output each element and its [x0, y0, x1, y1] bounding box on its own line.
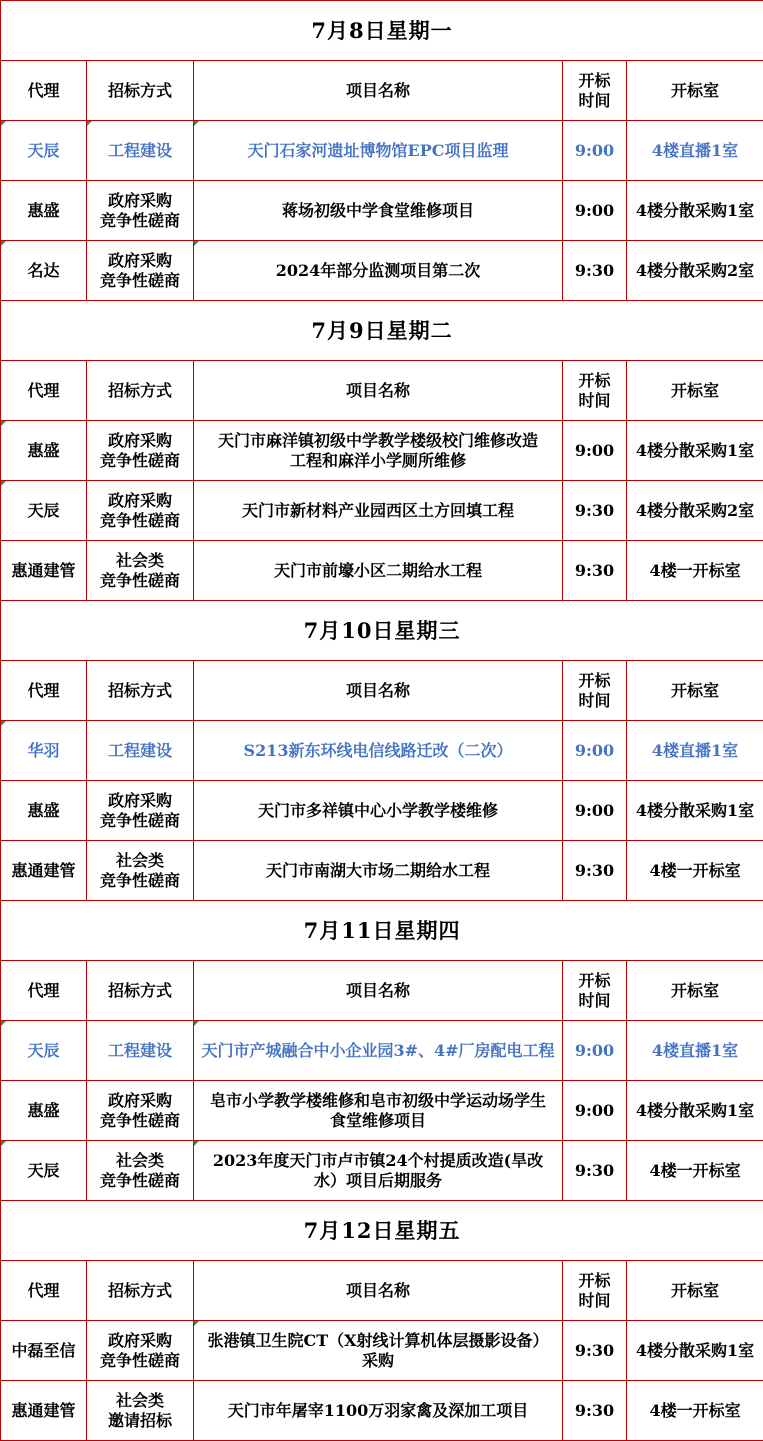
project-cell: [194, 1081, 563, 1141]
agent-cell: 华羽: [1, 721, 87, 781]
table-row: [1, 781, 763, 841]
time-cell: 9:00: [563, 1081, 627, 1141]
time-cell: 9:00: [563, 721, 627, 781]
time-cell: 9:00: [563, 121, 627, 181]
agent-cell: 惠盛: [1, 1081, 87, 1141]
header-agent: 代理: [1, 361, 87, 421]
header-time: [563, 361, 627, 421]
project-cell: [194, 421, 563, 481]
agent-cell: 天辰: [1, 121, 87, 181]
method-line: 工程建设: [107, 740, 172, 760]
project-line: 天门市麻洋镇初级中学教学楼级校门维修改造: [217, 430, 538, 450]
header-project: 项目名称: [194, 361, 563, 421]
header-room: 开标室: [627, 961, 763, 1021]
header-room: 开标室: [627, 1261, 763, 1321]
room-cell: 4楼分散采购1室: [627, 421, 763, 481]
header-agent: 代理: [1, 1261, 87, 1321]
method-line: 政府采购: [107, 430, 172, 450]
agent-cell: 惠通建管: [1, 1381, 87, 1441]
method-line: 政府采购: [107, 250, 172, 270]
method-line: 社会类: [115, 1150, 164, 1170]
header-project: 项目名称: [194, 61, 563, 121]
header-room: 开标室: [627, 61, 763, 121]
room-cell: 4楼一开标室: [627, 541, 763, 601]
room-cell: 4楼一开标室: [627, 841, 763, 901]
time-cell: 9:00: [563, 781, 627, 841]
method-line: 工程建设: [107, 1040, 172, 1060]
room-cell: 4楼一开标室: [627, 1381, 763, 1441]
time-cell: 9:00: [563, 181, 627, 241]
table-row: [1, 181, 763, 241]
column-header-row: [1, 961, 763, 1021]
header-method: 招标方式: [87, 61, 194, 121]
day-title-row: [1, 1201, 763, 1261]
project-cell: [194, 1321, 563, 1381]
method-line: 竞争性磋商: [99, 870, 180, 890]
header-method: 招标方式: [87, 361, 194, 421]
day-title-row: [1, 601, 763, 661]
project-cell: [194, 541, 563, 601]
header-time-line: 开标: [578, 970, 611, 990]
method-line: 竞争性磋商: [99, 450, 180, 470]
room-cell: 4楼直播1室: [627, 721, 763, 781]
project-cell: [194, 1381, 563, 1441]
table-row: [1, 841, 763, 901]
project-line: 水）项目后期服务: [313, 1170, 442, 1190]
method-cell: [87, 781, 194, 841]
time-cell: 9:30: [563, 481, 627, 541]
project-line: 天门市年屠宰1100万羽家禽及深加工项目: [227, 1400, 529, 1420]
agent-cell: 中磊至信: [1, 1321, 87, 1381]
method-line: 邀请招标: [107, 1410, 172, 1430]
method-line: 政府采购: [107, 490, 172, 510]
room-cell: 4楼分散采购1室: [627, 781, 763, 841]
time-cell: 9:00: [563, 1021, 627, 1081]
project-line: 皂市小学教学楼维修和皂市初级中学运动场学生: [209, 1090, 546, 1110]
agent-cell: 惠盛: [1, 781, 87, 841]
project-line: 食堂维修项目: [329, 1110, 426, 1130]
header-method: 招标方式: [87, 661, 194, 721]
header-time-line: 时间: [578, 990, 611, 1010]
method-cell: [87, 121, 194, 181]
method-cell: [87, 1321, 194, 1381]
method-line: 工程建设: [107, 140, 172, 160]
table-row: [1, 1381, 763, 1441]
time-cell: 9:30: [563, 1321, 627, 1381]
header-project: 项目名称: [194, 1261, 563, 1321]
day-title-row: [1, 901, 763, 961]
method-cell: [87, 541, 194, 601]
header-time: [563, 1261, 627, 1321]
project-cell: [194, 241, 563, 301]
schedule-body: [1, 1, 763, 1441]
project-cell: [194, 481, 563, 541]
method-cell: [87, 1021, 194, 1081]
method-cell: [87, 181, 194, 241]
header-agent: 代理: [1, 661, 87, 721]
time-cell: 9:30: [563, 1141, 627, 1201]
project-cell: [194, 721, 563, 781]
header-project: 项目名称: [194, 661, 563, 721]
table-row: [1, 541, 763, 601]
project-line: 天门市前壕小区二期给水工程: [273, 560, 482, 580]
agent-cell: 惠盛: [1, 181, 87, 241]
table-row: [1, 121, 763, 181]
day-title: 7月11日星期四: [1, 901, 763, 961]
project-cell: [194, 121, 563, 181]
time-cell: 9:30: [563, 541, 627, 601]
header-time: [563, 61, 627, 121]
project-cell: [194, 781, 563, 841]
method-cell: [87, 1381, 194, 1441]
method-line: 竞争性磋商: [99, 810, 180, 830]
header-time-line: 时间: [578, 1290, 611, 1310]
project-cell: [194, 181, 563, 241]
time-cell: 9:00: [563, 421, 627, 481]
agent-cell: 惠盛: [1, 421, 87, 481]
header-time-line: 开标: [578, 670, 611, 690]
agent-cell: 天辰: [1, 481, 87, 541]
method-cell: [87, 1141, 194, 1201]
method-cell: [87, 1081, 194, 1141]
table-row: [1, 721, 763, 781]
header-project: 项目名称: [194, 961, 563, 1021]
project-cell: [194, 1141, 563, 1201]
header-time: [563, 961, 627, 1021]
room-cell: 4楼分散采购1室: [627, 181, 763, 241]
time-cell: 9:30: [563, 1381, 627, 1441]
project-line: 工程和麻洋小学厕所维修: [289, 450, 466, 470]
day-title: 7月9日星期二: [1, 301, 763, 361]
room-cell: 4楼分散采购1室: [627, 1321, 763, 1381]
method-line: 竞争性磋商: [99, 1170, 180, 1190]
table-row: [1, 1321, 763, 1381]
table-row: [1, 421, 763, 481]
table-row: [1, 1021, 763, 1081]
table-row: [1, 481, 763, 541]
method-line: 社会类: [115, 1390, 164, 1410]
header-room: 开标室: [627, 661, 763, 721]
room-cell: 4楼直播1室: [627, 1021, 763, 1081]
method-line: 竞争性磋商: [99, 1110, 180, 1130]
project-line: 天门市新材料产业园西区土方回填工程: [241, 500, 514, 520]
column-header-row: [1, 1261, 763, 1321]
project-line: 天门市南湖大市场二期给水工程: [265, 860, 490, 880]
method-line: 竞争性磋商: [99, 570, 180, 590]
header-time-line: 时间: [578, 390, 611, 410]
project-cell: [194, 841, 563, 901]
agent-cell: 天辰: [1, 1141, 87, 1201]
project-cell: [194, 1021, 563, 1081]
agent-cell: 名达: [1, 241, 87, 301]
column-header-row: [1, 661, 763, 721]
method-line: 社会类: [115, 550, 164, 570]
agent-cell: 惠通建管: [1, 841, 87, 901]
header-time-line: 开标: [578, 370, 611, 390]
column-header-row: [1, 361, 763, 421]
project-line: 天门市多祥镇中心小学教学楼维修: [257, 800, 498, 820]
project-line: 张港镇卫生院CT（X射线计算机体层摄影设备）: [207, 1330, 549, 1350]
project-line: 2024年部分监测项目第二次: [275, 260, 481, 280]
method-cell: [87, 421, 194, 481]
project-line: 采购: [361, 1350, 394, 1370]
day-title: 7月12日星期五: [1, 1201, 763, 1261]
time-cell: 9:30: [563, 841, 627, 901]
project-line: 蒋场初级中学食堂维修项目: [281, 200, 474, 220]
header-room: 开标室: [627, 361, 763, 421]
header-time: [563, 661, 627, 721]
method-line: 政府采购: [107, 790, 172, 810]
day-title: 7月8日星期一: [1, 1, 763, 61]
project-line: 天门石家河遗址博物馆EPC项目监理: [247, 140, 509, 160]
agent-cell: 惠通建管: [1, 541, 87, 601]
header-agent: 代理: [1, 961, 87, 1021]
room-cell: 4楼分散采购2室: [627, 481, 763, 541]
table-row: [1, 1081, 763, 1141]
project-line: S213新东环线电信线路迁改（二次）: [243, 740, 513, 760]
room-cell: 4楼一开标室: [627, 1141, 763, 1201]
method-line: 政府采购: [107, 190, 172, 210]
header-method: 招标方式: [87, 961, 194, 1021]
table-row: [1, 1141, 763, 1201]
method-cell: [87, 841, 194, 901]
method-line: 竞争性磋商: [99, 210, 180, 230]
day-title-row: [1, 301, 763, 361]
method-line: 社会类: [115, 850, 164, 870]
header-time-line: 时间: [578, 690, 611, 710]
project-line: 2023年度天门市卢市镇24个村提质改造(旱改: [212, 1150, 544, 1170]
method-cell: [87, 481, 194, 541]
day-title: 7月10日星期三: [1, 601, 763, 661]
method-line: 竞争性磋商: [99, 510, 180, 530]
header-time-line: 开标: [578, 70, 611, 90]
agent-cell: 天辰: [1, 1021, 87, 1081]
method-line: 竞争性磋商: [99, 1350, 180, 1370]
room-cell: 4楼分散采购2室: [627, 241, 763, 301]
method-line: 政府采购: [107, 1090, 172, 1110]
room-cell: 4楼分散采购1室: [627, 1081, 763, 1141]
method-line: 政府采购: [107, 1330, 172, 1350]
day-title-row: [1, 1, 763, 61]
table-row: [1, 241, 763, 301]
method-line: 竞争性磋商: [99, 270, 180, 290]
header-method: 招标方式: [87, 1261, 194, 1321]
header-time-line: 开标: [578, 1270, 611, 1290]
room-cell: 4楼直播1室: [627, 121, 763, 181]
project-line: 天门市产城融合中小企业园3#、4#厂房配电工程: [201, 1040, 555, 1060]
method-cell: [87, 721, 194, 781]
header-agent: 代理: [1, 61, 87, 121]
time-cell: 9:30: [563, 241, 627, 301]
header-time-line: 时间: [578, 90, 611, 110]
method-cell: [87, 241, 194, 301]
column-header-row: [1, 61, 763, 121]
